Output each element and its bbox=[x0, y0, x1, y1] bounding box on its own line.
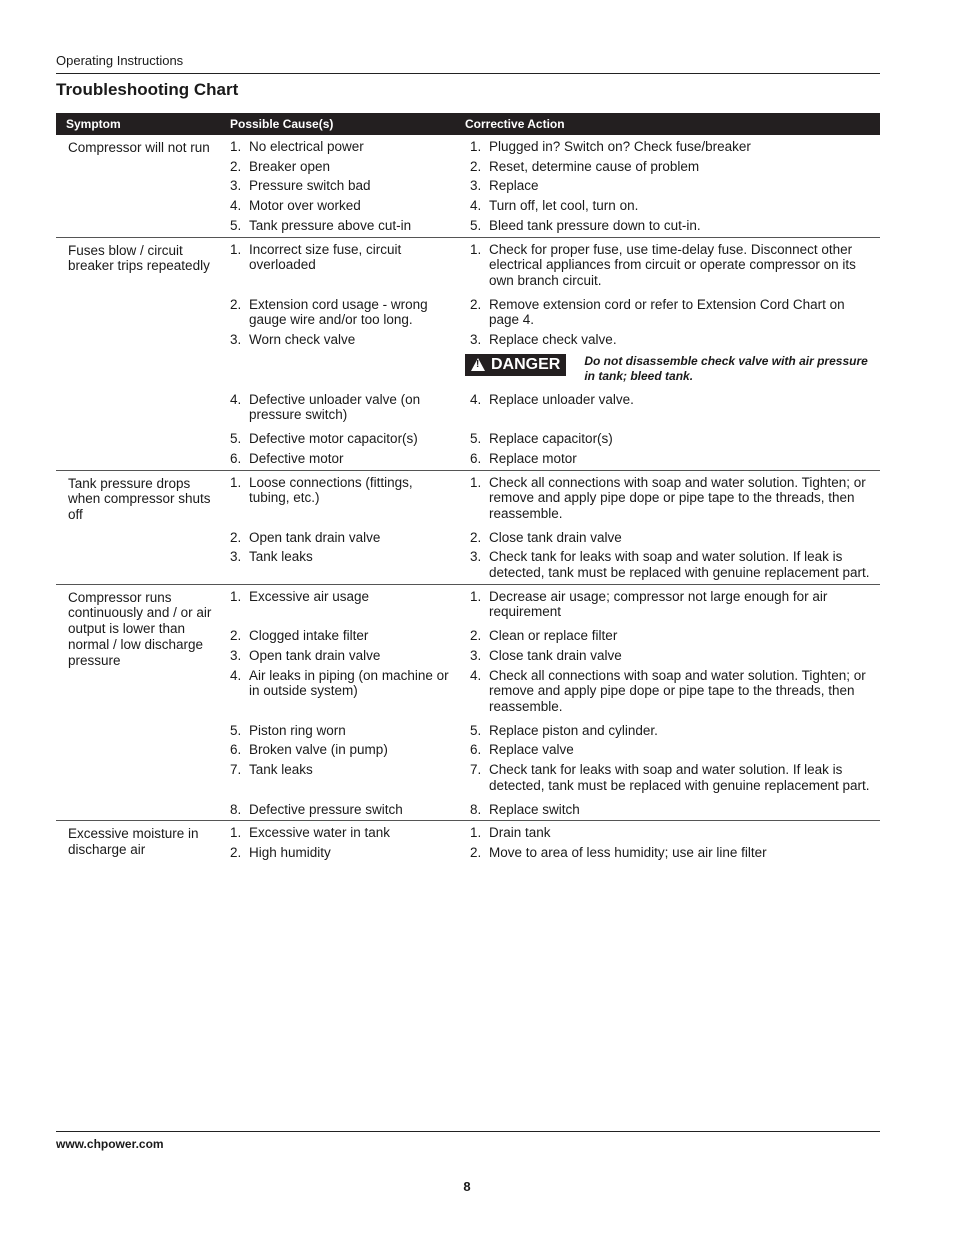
cause-text: Tank pressure above cut-in bbox=[249, 217, 412, 233]
footer-divider bbox=[56, 1131, 880, 1132]
table-group bbox=[56, 471, 880, 585]
cause-text: Defective motor bbox=[249, 450, 344, 466]
cause-number: 4. bbox=[230, 198, 242, 214]
cause-text: Loose connections (fittings, tubing, etc.) bbox=[249, 474, 413, 506]
action-text: Close tank drain valve bbox=[489, 529, 622, 545]
cause-number: 6. bbox=[230, 450, 242, 466]
cause-text: No electrical power bbox=[249, 139, 364, 154]
cause-text: Tank leaks bbox=[249, 549, 313, 565]
cause-number: 2. bbox=[230, 296, 242, 312]
cause-text: Tank leaks bbox=[249, 762, 313, 778]
action-text: Replace bbox=[489, 178, 539, 194]
symptom-cell: Excessive moisture in discharge air bbox=[68, 826, 199, 857]
cause-text: Excessive water in tank bbox=[249, 825, 391, 841]
action-text: Replace piston and cylinder. bbox=[489, 722, 658, 738]
cause-number: 1. bbox=[230, 474, 242, 490]
cause-text: Piston ring worn bbox=[249, 722, 346, 738]
cause-number: 6. bbox=[230, 742, 242, 758]
action-text: Close tank drain valve bbox=[489, 647, 622, 663]
action-number: 4. bbox=[470, 667, 482, 683]
table-row bbox=[220, 135, 880, 155]
cause-number: 3. bbox=[230, 647, 242, 663]
table-row bbox=[220, 214, 880, 237]
table-row bbox=[220, 289, 880, 328]
footer-website-link[interactable]: www.chpower.com bbox=[56, 1137, 164, 1151]
action-number: 5. bbox=[470, 431, 482, 447]
cause-number: 2. bbox=[230, 844, 242, 860]
table-row bbox=[220, 841, 880, 861]
action-number: 2. bbox=[470, 158, 482, 174]
cause-text: Motor over worked bbox=[249, 198, 361, 214]
cause-text: Broken valve (in pump) bbox=[249, 742, 388, 758]
action-text: Replace motor bbox=[489, 450, 577, 466]
cause-text: High humidity bbox=[249, 844, 331, 860]
cause-text: Pressure switch bad bbox=[249, 178, 371, 194]
cause-text: Extension cord usage - wrong gauge wire and/or too long. bbox=[249, 296, 428, 328]
symptom-cell: Compressor runs continuously and / or air output is lower than normal / low discharge pressure bbox=[68, 589, 212, 668]
symptom-cell: Compressor will not run bbox=[68, 140, 210, 155]
cause-number: 1. bbox=[230, 139, 242, 154]
header-divider bbox=[56, 73, 880, 74]
action-text: Replace valve bbox=[489, 742, 574, 758]
table-row bbox=[220, 664, 880, 715]
cause-text: Air leaks in piping (on machine or in outside system) bbox=[249, 667, 449, 699]
action-number: 8. bbox=[470, 801, 482, 817]
symptom-cell: Tank pressure drops when compressor shuts off bbox=[68, 475, 211, 522]
table-row bbox=[220, 620, 880, 644]
action-text: Replace capacitor(s) bbox=[489, 431, 613, 447]
cause-number: 4. bbox=[230, 667, 242, 683]
action-number: 7. bbox=[470, 762, 482, 778]
action-text: Remove extension cord or refer to Extension Cord Chart on page 4. bbox=[489, 296, 845, 328]
cause-text: Defective motor capacitor(s) bbox=[249, 431, 418, 447]
cause-number: 5. bbox=[230, 722, 242, 738]
table-row bbox=[220, 585, 880, 620]
cause-number: 3. bbox=[230, 332, 242, 348]
table-row bbox=[220, 522, 880, 546]
action-text: Check tank for leaks with soap and water solution. If leak is detected, tank must be replaced with genuine replacement part. bbox=[489, 762, 870, 793]
action-number: 1. bbox=[470, 588, 482, 604]
action-number: 3. bbox=[470, 647, 482, 663]
column-header-action: Corrective Action bbox=[465, 117, 565, 131]
action-number: 1. bbox=[470, 474, 482, 490]
cause-number: 4. bbox=[230, 391, 242, 407]
symptom-cell: Fuses blow / circuit breaker trips repeatedly bbox=[68, 242, 210, 274]
table-group bbox=[56, 238, 880, 471]
action-number: 3. bbox=[470, 178, 482, 194]
table-row bbox=[220, 738, 880, 758]
cause-text: Incorrect size fuse, circuit overloaded bbox=[249, 241, 402, 273]
cause-number: 3. bbox=[230, 549, 242, 565]
table-row bbox=[220, 715, 880, 739]
cause-number: 1. bbox=[230, 588, 242, 604]
table-group bbox=[56, 585, 880, 821]
cause-number: 7. bbox=[230, 762, 242, 778]
action-text: Check all connections with soap and water solution. Tighten; or remove and apply pipe dope or pipe tape to the threads, then reassemble. bbox=[489, 474, 866, 521]
danger-label bbox=[465, 354, 566, 376]
cause-text: Open tank drain valve bbox=[249, 529, 381, 545]
action-number: 1. bbox=[470, 825, 482, 841]
table-row bbox=[220, 644, 880, 664]
action-text: Bleed tank pressure down to cut-in. bbox=[489, 217, 701, 233]
table-row bbox=[220, 821, 880, 841]
action-number: 5. bbox=[470, 722, 482, 738]
action-number: 2. bbox=[470, 529, 482, 545]
cause-text: Open tank drain valve bbox=[249, 647, 381, 663]
action-number: 3. bbox=[470, 549, 482, 565]
cause-text: Excessive air usage bbox=[249, 588, 370, 604]
table-row bbox=[220, 545, 880, 583]
table-group bbox=[56, 821, 880, 860]
action-text: Reset, determine cause of problem bbox=[489, 158, 700, 174]
danger-warning bbox=[465, 348, 880, 384]
table-row bbox=[220, 447, 880, 470]
action-text: Replace switch bbox=[489, 801, 580, 817]
action-number: 2. bbox=[470, 844, 482, 860]
cause-number: 8. bbox=[230, 801, 242, 817]
table-row bbox=[220, 194, 880, 214]
table-group bbox=[56, 135, 880, 238]
cause-number: 5. bbox=[230, 217, 242, 233]
action-text: Replace check valve. bbox=[489, 332, 617, 348]
action-number: 4. bbox=[470, 198, 482, 214]
column-header-symptom: Symptom bbox=[66, 117, 121, 131]
action-number: 4. bbox=[470, 391, 482, 407]
table-row bbox=[220, 328, 880, 384]
action-number: 1. bbox=[470, 139, 482, 154]
action-number: 5. bbox=[470, 217, 482, 233]
cause-number: 2. bbox=[230, 628, 242, 644]
table-row bbox=[220, 174, 880, 194]
table-row bbox=[220, 384, 880, 423]
action-text: Plugged in? Switch on? Check fuse/breaker bbox=[489, 139, 751, 154]
cause-text: Defective unloader valve (on pressure switch) bbox=[249, 391, 421, 423]
page-title: Troubleshooting Chart bbox=[56, 80, 239, 99]
warning-triangle-icon: ! bbox=[471, 358, 485, 371]
cause-number: 5. bbox=[230, 431, 242, 447]
table-row bbox=[220, 155, 880, 175]
action-text: Replace unloader valve. bbox=[489, 391, 634, 407]
cause-number: 2. bbox=[230, 529, 242, 545]
action-number: 6. bbox=[470, 450, 482, 466]
cause-text: Clogged intake filter bbox=[249, 628, 369, 644]
action-number: 3. bbox=[470, 332, 482, 348]
action-number: 2. bbox=[470, 628, 482, 644]
action-text: Clean or replace filter bbox=[489, 628, 618, 644]
cause-number: 3. bbox=[230, 178, 242, 194]
cause-number: 1. bbox=[230, 241, 242, 257]
cause-text: Worn check valve bbox=[249, 332, 356, 348]
action-number: 1. bbox=[470, 241, 482, 257]
cause-number: 1. bbox=[230, 825, 242, 841]
action-text: Turn off, let cool, turn on. bbox=[489, 198, 639, 214]
action-text: Decrease air usage; compressor not large enough for air requirement bbox=[489, 588, 828, 620]
table-row bbox=[220, 794, 880, 821]
column-header-causes: Possible Cause(s) bbox=[230, 117, 334, 131]
action-text: Drain tank bbox=[489, 825, 551, 841]
table-row bbox=[220, 471, 880, 522]
cause-text: Defective pressure switch bbox=[249, 801, 403, 817]
table-header bbox=[56, 113, 880, 135]
page-number: 8 bbox=[463, 1179, 471, 1194]
action-number: 2. bbox=[470, 296, 482, 312]
troubleshooting-table bbox=[56, 113, 880, 861]
danger-label-text: DANGER bbox=[491, 355, 561, 373]
danger-note: Do not disassemble check valve with air pressure in tank; bleed tank. bbox=[584, 353, 868, 383]
table-row bbox=[220, 423, 880, 447]
header-label: Operating Instructions bbox=[56, 53, 184, 68]
action-number: 6. bbox=[470, 742, 482, 758]
action-text: Check for proper fuse, use time-delay fuse. Disconnect other electrical appliances from circuit or operate compressor on its own branch circuit. bbox=[489, 241, 856, 288]
cause-number: 2. bbox=[230, 158, 242, 174]
action-text: Move to area of less humidity; use air line filter bbox=[489, 844, 767, 860]
table-row bbox=[220, 758, 880, 793]
table-row bbox=[220, 238, 880, 289]
cause-text: Breaker open bbox=[249, 158, 331, 174]
action-text: Check tank for leaks with soap and water solution. If leak is detected, tank must be replaced with genuine replacement part. bbox=[489, 549, 870, 581]
action-text: Check all connections with soap and water solution. Tighten; or remove and apply pipe dope or pipe tape to the threads, then reassemble. bbox=[489, 667, 866, 714]
